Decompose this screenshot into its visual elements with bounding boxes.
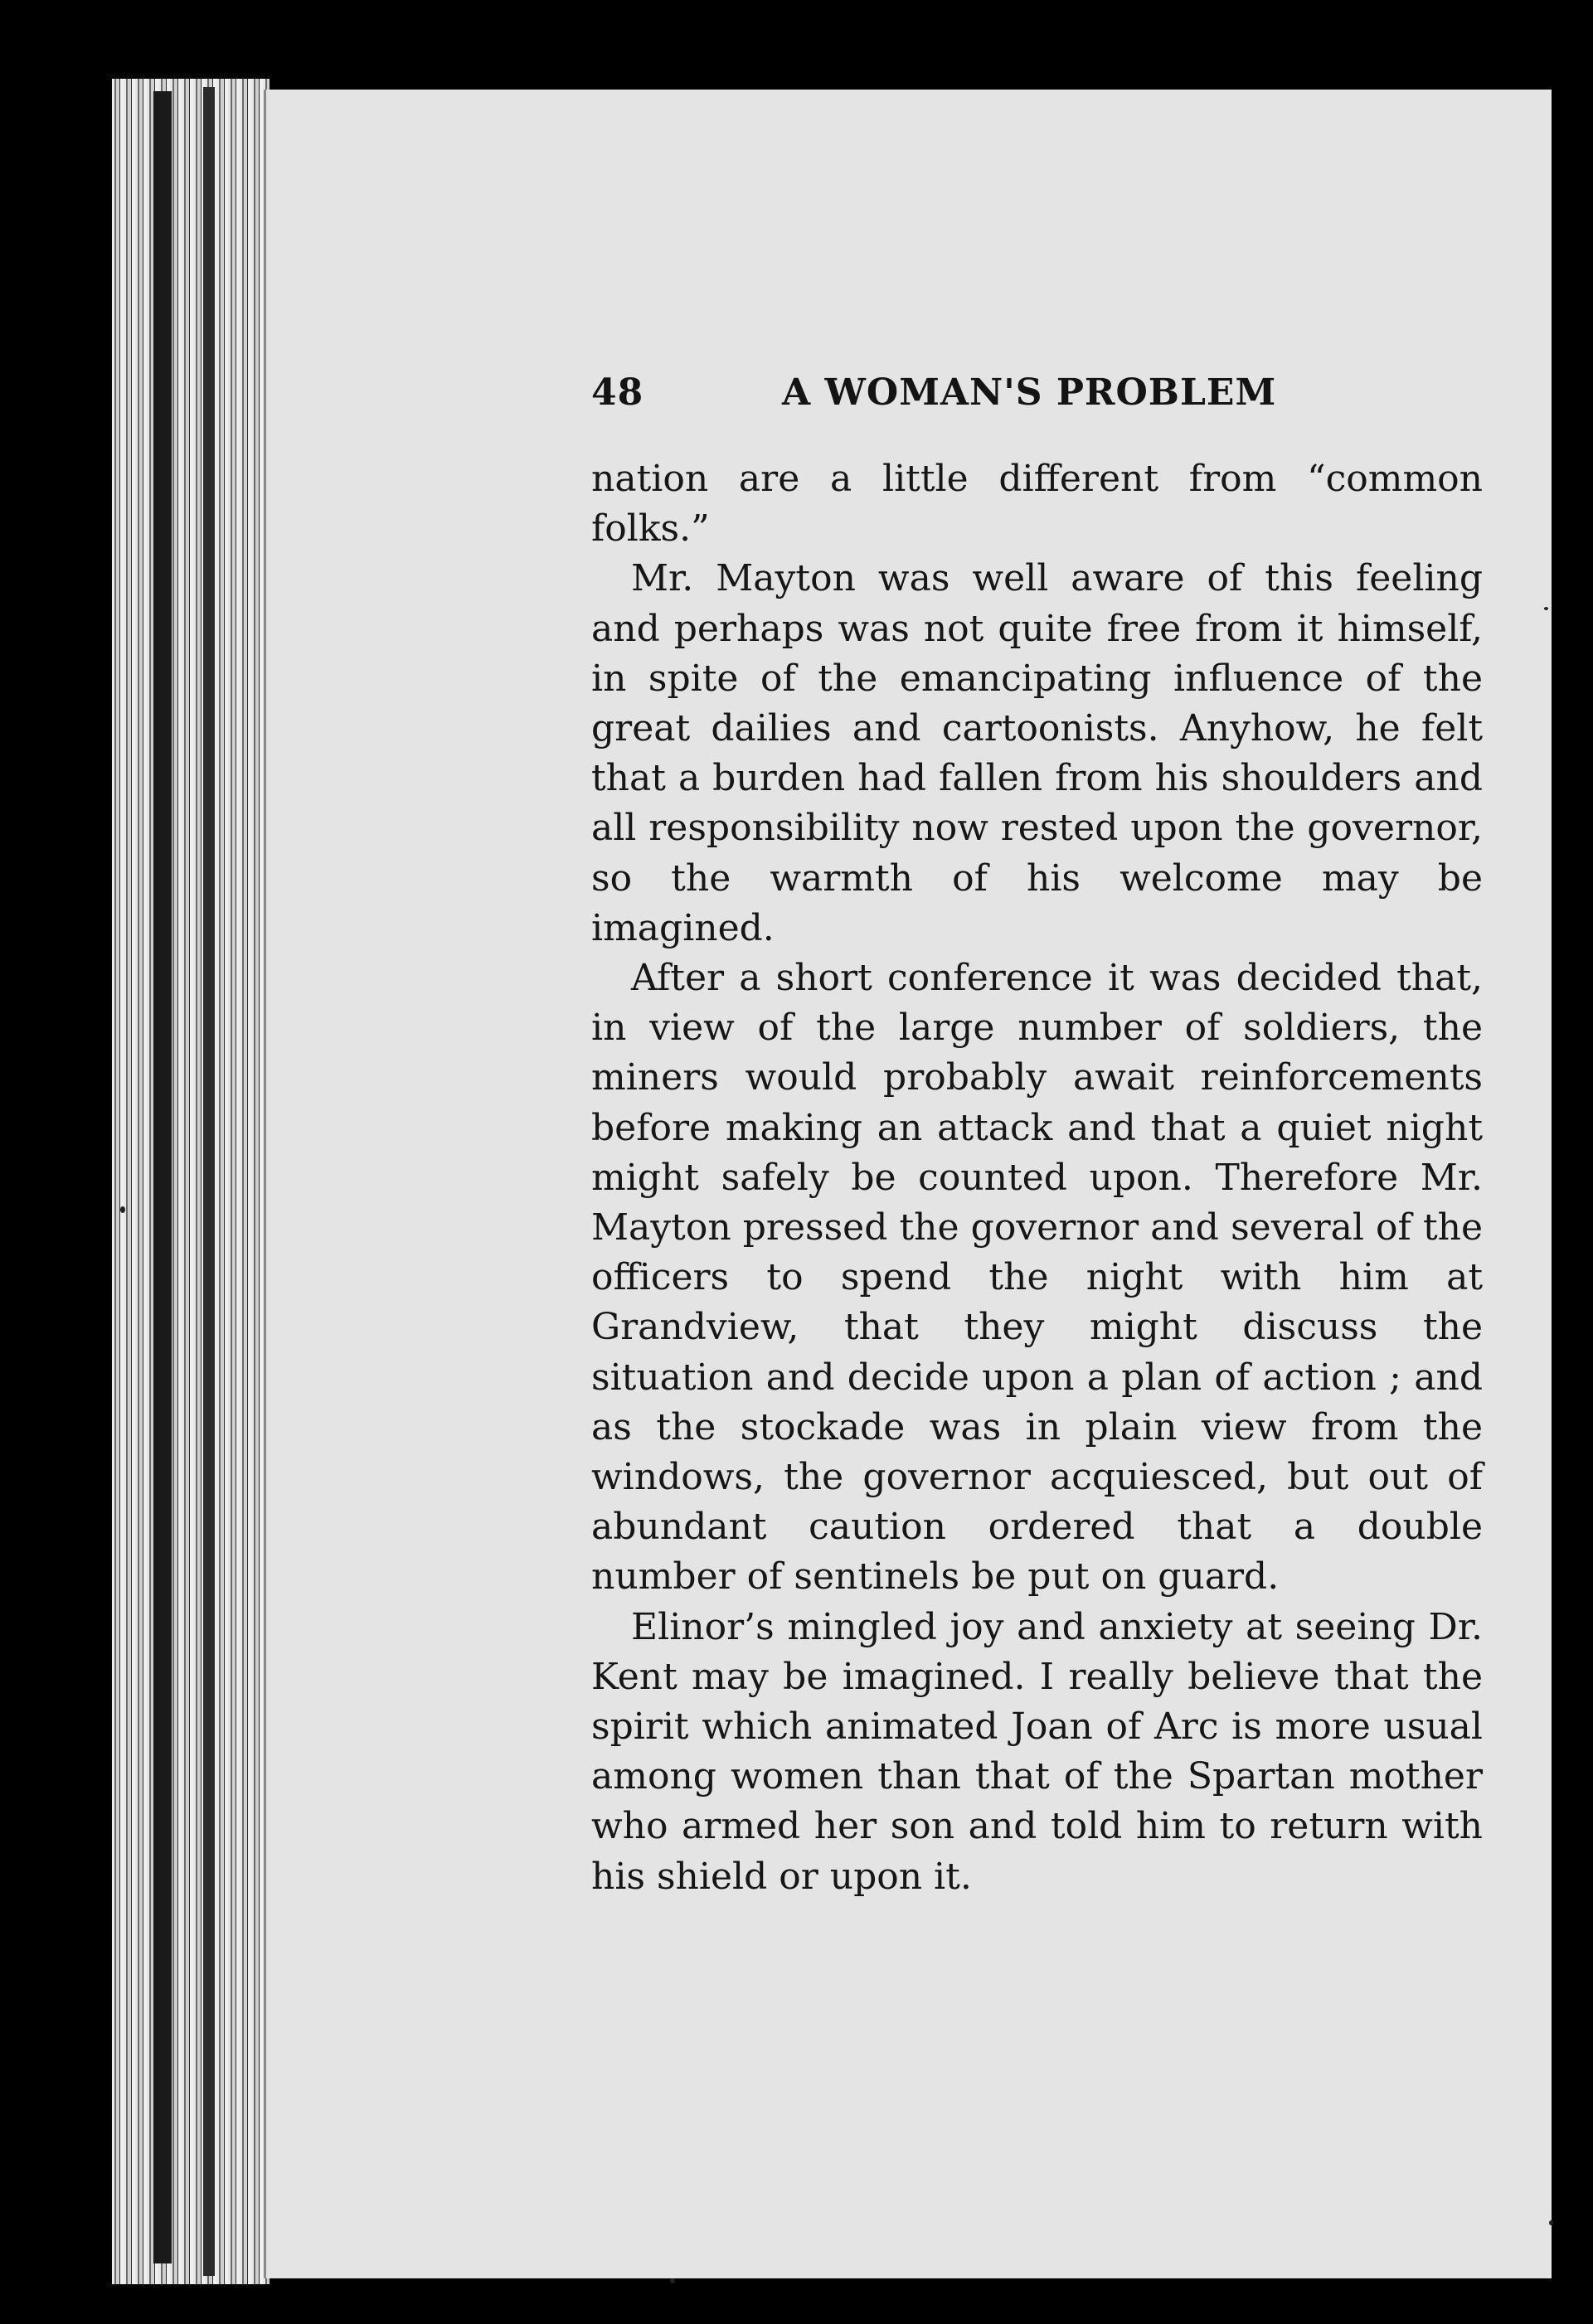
binding-shadow: [153, 91, 172, 2263]
scan-speck: [1549, 2220, 1553, 2225]
binding-shadow-inner: [203, 87, 215, 2276]
scan-speck: [1544, 607, 1548, 610]
paragraph: After a short conference it was decided that, in view of the large number of soldiers, the miners would probably await reinforcements before making an attack and that a quiet night might safely be counted upon. Therefore Mr. Mayton pressed the governor and several of the officers to spend the night with him at Grandview, that they might discuss the situation and decide upon a plan of action ; and as the stockade was in plain view from the windows, the governor acquiesced, but out of abundant caution ordered that a double number of sentinels be put on guard.: [591, 957, 1483, 1599]
page-number: 48: [591, 371, 644, 414]
text-block: [591, 272, 1483, 1898]
running-head: [591, 272, 1483, 414]
book-page-edges: [112, 79, 270, 2284]
book-page: [264, 90, 1552, 2278]
paragraph: Elinor’s mingled joy and anxiety at seeing Dr. Kent may be imagined. I really believe that the spirit which animated Joan of Arc is more usual among women than that of the Spartan mother who armed her son and told him to return with his shield or upon it.: [591, 1605, 1483, 1898]
scan-speck: [670, 2278, 675, 2283]
scan-speck: [120, 1206, 125, 1213]
body-text: [591, 454, 1483, 1902]
running-title: A WOMAN'S PROBLEM: [782, 371, 1277, 414]
paragraph-continued: nation are a little different from “common folks.”: [591, 458, 1483, 551]
paragraph: Mr. Mayton was well aware of this feeling and perhaps was not quite free from it himself, in spite of the emancipating influence of the great dailies and cartoonists. Anyhow, he felt that a burden had fallen from his shoulders and all responsibility now rested upon the governor, so the warmth of his welcome may be imagined.: [591, 557, 1483, 949]
